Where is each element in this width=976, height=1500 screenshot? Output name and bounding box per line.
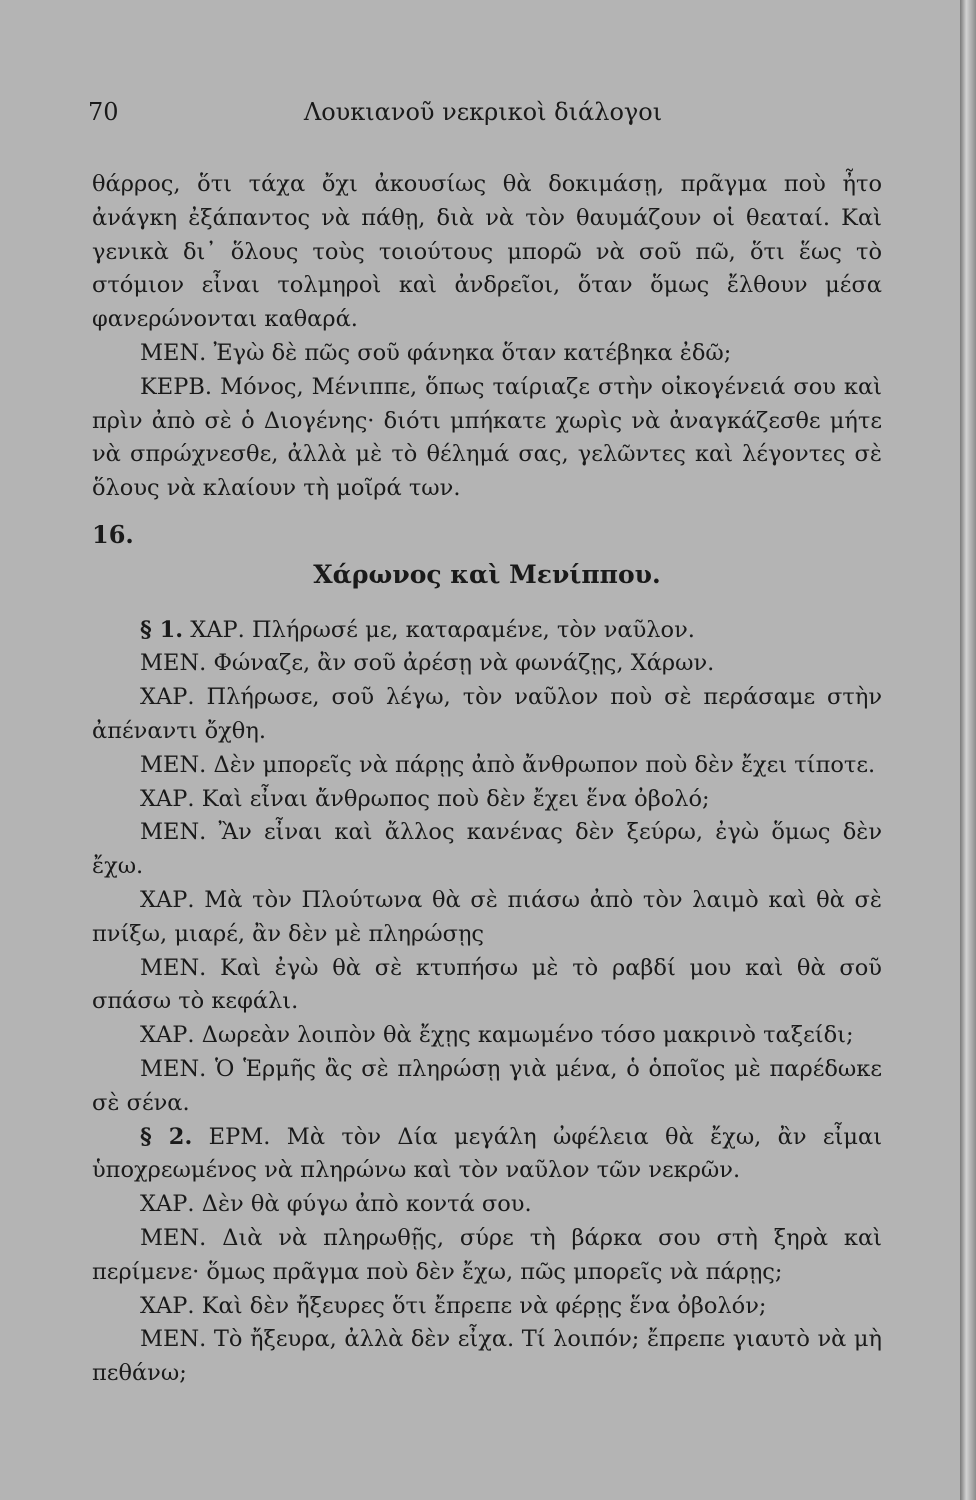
- line-text: Δωρεὰν λοιπὸν θὰ ἔχῃς καμωμένο τόσο μακρινὸ ταξείδι;: [201, 1022, 854, 1049]
- speaker: ΧΑΡ.: [140, 785, 195, 812]
- line-text: Καὶ εἶναι ἄνθρωπος ποὺ δὲν ἔχει ἕνα ὀβολό;: [201, 785, 710, 812]
- speaker: ΜΕΝ.: [140, 650, 207, 677]
- running-title: Λουκιανοῦ νεκρικοὶ διάλογοι: [303, 98, 663, 126]
- speaker: ΜΕΝ.: [140, 819, 207, 846]
- book-binding-edge: [960, 0, 976, 1500]
- dialogue-line: [92, 1019, 882, 1053]
- speaker: ΜΕΝ.: [140, 1326, 207, 1353]
- dialogue-line: [92, 1121, 882, 1189]
- dialogue-line: [92, 816, 882, 884]
- speaker: ΕΡΜ.: [208, 1123, 271, 1150]
- speaker: ΚΕΡΒ.: [140, 373, 213, 400]
- dialogue-line: [92, 1290, 882, 1324]
- dialogue-title: Χάρωνος καὶ Μενίππου.: [313, 559, 661, 589]
- speaker: ΧΑΡ.: [140, 684, 195, 711]
- dialogue-line: [92, 1222, 882, 1290]
- speaker: ΜΕΝ.: [140, 1224, 207, 1251]
- line-text: Ὁ Ἑρμῆς ἂς σὲ πληρώσῃ γιὰ μένα, ὁ ὁποῖος μὲ παρέδωκε σὲ σένα.: [92, 1055, 882, 1116]
- line-text: Πλήρωσέ με, καταραμένε, τὸν ναῦλον.: [251, 616, 695, 643]
- line-text: Δὲν θὰ φύγω ἀπὸ κοντά σου.: [201, 1191, 532, 1218]
- line-text: Μόνος, Μένιππε, ὅπως ταίριαζε στὴν οἰκογένειά σου καὶ πρὶν ἀπὸ σὲ ὁ Διογένης· διότι μπήκατε χωρὶς νὰ ἀναγκάζεσθε μήτε νὰ σπρώχνεσθε, ἀλλὰ μὲ τὸ θέλημά σας, γελῶντες καὶ λέγοντες σὲ ὅλους νὰ κλαίουν τὴ μοῖρά των.: [92, 373, 883, 502]
- page-header: [88, 98, 878, 138]
- line-text: Τὸ ἤξευρα, ἀλλὰ δὲν εἶχα. Τί λοιπόν; ἔπρεπε γιαυτὸ νὰ μὴ πεθάνω;: [92, 1326, 882, 1387]
- speaker: ΜΕΝ.: [140, 1055, 207, 1082]
- dialogue-line: [92, 884, 882, 952]
- dialogue-line: [92, 749, 882, 783]
- line-text: Ἂν εἶναι καὶ ἄλλος κανένας δὲν ξεύρω, ἐγὼ ὅμως δὲν ἔχω.: [92, 819, 882, 880]
- line-text: Φώναζε, ἂν σοῦ ἀρέσῃ νὰ φωνάζῃς, Χάρων.: [213, 650, 715, 677]
- dialogue-line: [92, 783, 882, 817]
- line-text: Καὶ δὲν ἤξευρες ὅτι ἔπρεπε νὰ φέρῃς ἕνα ὀβολόν;: [201, 1292, 767, 1319]
- line-text: Μὰ τὸν Δία μεγάλη ὠφέλεια θὰ ἔχω, ἂν εἶμαι ὑποχρεωμένος νὰ πληρώνω καὶ τὸν ναῦλον τῶν νεκρῶν.: [92, 1123, 883, 1184]
- page-body: [92, 168, 882, 1391]
- line-text: Ἐγὼ δὲ πῶς σοῦ φάνηκα ὅταν κατέβηκα ἐδῶ;: [213, 339, 732, 366]
- dialogue-line: [92, 647, 882, 681]
- speaker: ΧΑΡ.: [140, 1292, 195, 1319]
- dialogue-line: [92, 337, 882, 371]
- continuation-paragraph: θάρρος, ὅτι τάχα ὄχι ἀκουσίως θὰ δοκιμάσῃ, πρᾶγμα ποὺ ἦτο ἀνάγκη ἐξάπαντος νὰ πάθῃ, διὰ νὰ τὸν θαυμάζουν οἱ θεαταί. Καὶ γενικὰ δι᾽ ὅλους τοὺς τοιούτους μπορῶ νὰ σοῦ πῶ, ὅτι ἕως τὸ στόμιον εἶναι τολμηροὶ καὶ ἀνδρεῖοι, ὅταν ὅμως ἔλθουν μέσα φανερώνονται καθαρά.: [92, 171, 882, 333]
- speaker: ΜΕΝ.: [140, 751, 207, 778]
- dialogue-number: 16.: [92, 519, 134, 549]
- speaker: ΧΑΡ.: [140, 886, 195, 913]
- page-number: 70: [88, 98, 119, 126]
- line-text: Δὲν μπορεῖς νὰ πάρῃς ἀπὸ ἄνθρωπον ποὺ δὲν ἔχει τίποτε.: [213, 751, 876, 778]
- dialogue-line: [92, 1053, 882, 1121]
- speaker: ΧΑΡ.: [190, 616, 245, 643]
- dialogue-line: [92, 371, 882, 506]
- paragraph-marker: § 1.: [140, 616, 184, 643]
- dialogue-line: [92, 952, 882, 1020]
- dialogue-line: [92, 614, 882, 648]
- paragraph-marker: § 2.: [140, 1123, 193, 1150]
- line-text: Μὰ τὸν Πλούτωνα θὰ σὲ πιάσω ἀπὸ τὸν λαιμὸ καὶ θὰ σὲ πνίξω, μιαρέ, ἂν δὲν μὲ πληρώσῃς: [92, 886, 882, 947]
- dialogue-line: [92, 681, 882, 749]
- line-text: Διὰ νὰ πληρωθῇς, σύρε τὴ βάρκα σου στὴ ξηρὰ καὶ περίμενε· ὅμως πρᾶγμα ποὺ δὲν ἔχω, πῶς μπορεῖς νὰ πάρῃς;: [92, 1224, 882, 1285]
- speaker: ΜΕΝ.: [140, 954, 207, 981]
- dialogue-line: [92, 1323, 882, 1391]
- speaker: ΧΑΡ.: [140, 1191, 195, 1218]
- line-text: Πλήρωσε, σοῦ λέγω, τὸν ναῦλον ποὺ σὲ περάσαμε στὴν ἀπέναντι ὄχθη.: [92, 684, 882, 744]
- speaker: ΧΑΡ.: [140, 1022, 195, 1049]
- speaker: ΜΕΝ.: [140, 339, 207, 366]
- dialogue-line: [92, 1188, 882, 1222]
- line-text: Καὶ ἐγὼ θὰ σὲ κτυπήσω μὲ τὸ ραβδί μου καὶ θὰ σοῦ σπάσω τὸ κεφάλι.: [92, 954, 882, 1015]
